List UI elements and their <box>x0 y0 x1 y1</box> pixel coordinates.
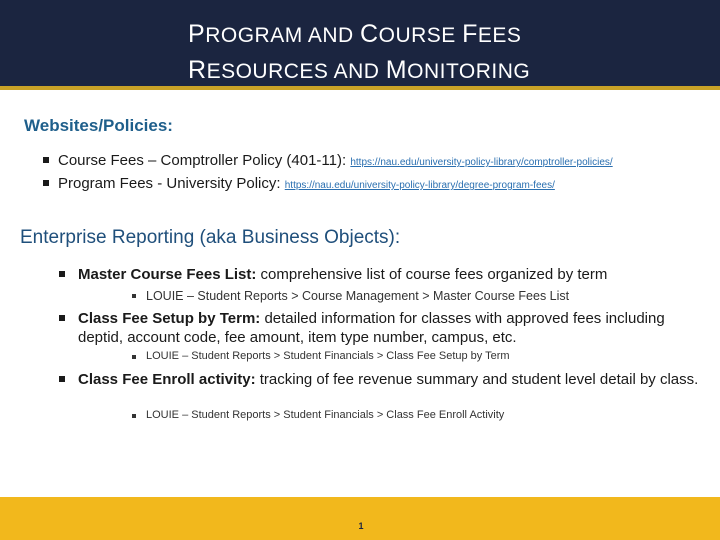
title-line-2 <box>188 56 708 85</box>
slide-footer <box>0 497 720 540</box>
policy-item-program-fees <box>58 175 555 192</box>
report-path: LOUIE – Student Reports > Student Financials > Class Fee Setup by Term <box>146 350 510 362</box>
report-item-title: Master Course Fees List: <box>78 266 257 283</box>
report-item-master-course-fees <box>78 265 708 284</box>
reporting-heading: Enterprise Reporting (aka Business Objects): <box>20 227 401 248</box>
title-cap-p: P <box>188 20 206 48</box>
title-text-course: OURSE <box>378 24 463 47</box>
report-item-title: Class Fee Enroll activity: <box>78 371 256 388</box>
title-text-monitoring: ONITORING <box>407 60 531 83</box>
title-cap-r: R <box>188 56 207 84</box>
title-cap-m: M <box>385 56 408 84</box>
policy-item-course-fees <box>58 152 613 169</box>
report-item-class-fee-enroll <box>78 370 708 389</box>
report-item-description: detailed information for classes with approved fees including deptid, account code, fee amount, item type number, campus, etc. <box>78 310 665 346</box>
title-text-resources: ESOURCES AND <box>206 60 386 83</box>
report-path: LOUIE – Student Reports > Course Management > Master Course Fees List <box>146 289 570 303</box>
policy-label: Program Fees - University Policy: <box>58 175 281 192</box>
policy-label: Course Fees – Comptroller Policy (401-11): <box>58 152 347 169</box>
title-line-1 <box>188 20 708 49</box>
report-item-class-fee-setup <box>78 309 708 347</box>
title-cap-c: C <box>360 20 379 48</box>
report-item-description: tracking of fee revenue summary and student level detail by class. <box>255 371 699 388</box>
title-text-fees: EES <box>477 24 522 47</box>
report-item-title: Class Fee Setup by Term: <box>78 310 261 327</box>
report-path: LOUIE – Student Reports > Student Financials > Class Fee Enroll Activity <box>146 409 505 421</box>
websites-heading: Websites/Policies: <box>24 116 173 135</box>
page-number: 1 <box>358 521 364 531</box>
title-text-program: ROGRAM AND <box>205 24 361 47</box>
report-item-description: comprehensive list of course fees organized by term <box>256 266 608 283</box>
policy-link[interactable]: https://nau.edu/university-policy-library/comptroller-policies/ <box>350 157 613 168</box>
policy-link[interactable]: https://nau.edu/university-policy-library/degree-program-fees/ <box>284 180 555 191</box>
slide-header <box>0 0 720 90</box>
title-cap-f: F <box>462 20 478 48</box>
